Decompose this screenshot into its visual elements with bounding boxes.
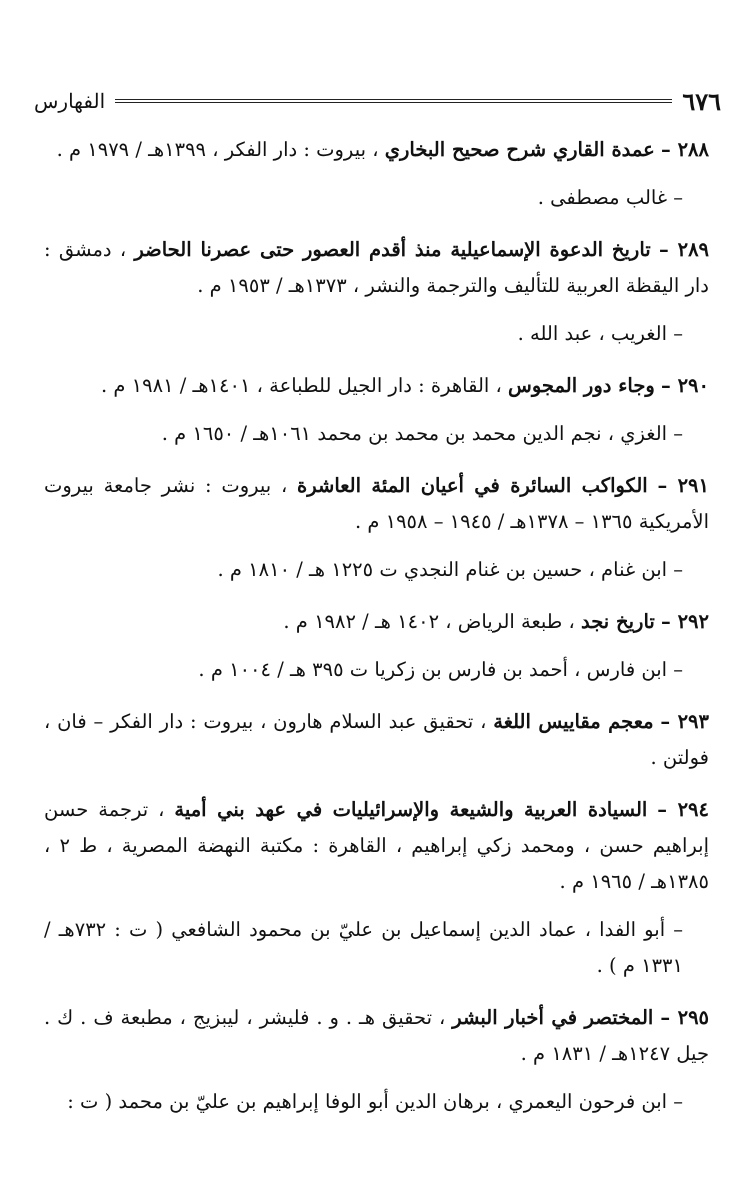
bibliography-entry	[44, 468, 709, 540]
bibliography-list	[44, 132, 709, 1120]
bibliography-entry	[44, 232, 709, 304]
entry-title: تاريخ نجد	[580, 610, 655, 633]
entry-title: عمدة القاري شرح صحيح البخاري	[384, 138, 655, 161]
author-entry: – الغريب ، عبد الله .	[517, 322, 683, 345]
entry-details: ، القاهرة : دار الجيل للطباعة ، ١٤٠١هـ / ١٩٨١ م .	[100, 374, 502, 397]
entry-details: ، طبعة الرياض ، ١٤٠٢ هـ / ١٩٨٢ م .	[283, 610, 575, 633]
entry-details: ، بيروت : نشر جامعة بيروت الأمريكية ١٣٦٥ – ١٣٧٨هـ / ١٩٤٥ – ١٩٥٨ م .	[44, 474, 709, 533]
entry-number: ٢٩٢ –	[661, 610, 709, 633]
entry-details: ، تحقيق عبد السلام هارون ، بيروت : دار الفكر – فان ، فولتن .	[44, 710, 709, 769]
bibliography-entry	[44, 368, 709, 404]
page-header	[34, 86, 721, 116]
bibliography-entry	[44, 604, 709, 640]
entry-details: ، بيروت : دار الفكر ، ١٣٩٩هـ / ١٩٧٩ م .	[56, 138, 379, 161]
entry-title: تاريخ الدعوة الإسماعيلية منذ أقدم العصور حتى عصرنا الحاضر	[134, 238, 651, 261]
section-title: الفهارس	[34, 89, 106, 113]
author-entry: – ابن فرحون اليعمري ، برهان الدين أبو الوفا إبراهيم بن عليّ بن محمد ( ت :	[67, 1090, 683, 1113]
author-entry: – أبو الفدا ، عماد الدين إسماعيل بن عليّ بن محمود الشافعي ( ت : ٧٣٢هـ / ١٣٣١ م ) .	[44, 918, 684, 977]
entry-number: ٢٩٣ –	[660, 710, 709, 733]
entry-title: السيادة العربية والشيعة والإسرائيليات في عهد بني أمية	[174, 798, 648, 821]
entry-number: ٢٨٩ –	[659, 238, 710, 261]
entry-title: وجاء دور المجوس	[508, 374, 655, 397]
author-entry: – غالب مصطفى .	[537, 186, 683, 209]
author-entry: – الغزي ، نجم الدين محمد بن محمد بن محمد ١٠٦١هـ / ١٦٥٠ م .	[161, 422, 683, 445]
entry-number: ٢٩٤ –	[657, 798, 709, 821]
entry-number: ٢٩١ –	[657, 474, 709, 497]
entry-details: ، تحقيق هـ . و . فليشر ، ليبزيج ، مطبعة ف . ك . جيل ١٢٤٧هـ / ١٨٣١ م .	[44, 1006, 709, 1065]
entry-details: ، دمشق : دار اليقظة العربية للتأليف والترجمة والنشر ، ١٣٧٣هـ / ١٩٥٣ م .	[44, 238, 709, 297]
author-entry: – ابن فارس ، أحمد بن فارس بن زكريا ت ٣٩٥ هـ / ١٠٠٤ م .	[198, 658, 683, 681]
bibliography-entry	[44, 792, 709, 900]
entry-title: معجم مقاييس اللغة	[493, 710, 654, 733]
entry-number: ٢٨٨ –	[661, 138, 709, 161]
entry-number: ٢٩٠ –	[661, 374, 709, 397]
entry-number: ٢٩٥ –	[660, 1006, 710, 1029]
entry-title: المختصر في أخبار البشر	[452, 1006, 654, 1029]
bibliography-entry	[44, 704, 709, 776]
entry-title: الكواكب السائرة في أعيان المئة العاشرة	[297, 474, 648, 497]
page-number: ٦٧٦	[682, 86, 721, 116]
bibliography-entry	[44, 132, 709, 168]
header-rule	[115, 99, 672, 103]
author-entry: – ابن غنام ، حسين بن غنام النجدي ت ١٢٢٥ هـ / ١٨١٠ م .	[217, 558, 683, 581]
bibliography-entry	[44, 1000, 709, 1072]
entry-details: ، ترجمة حسن إبراهيم حسن ، ومحمد زكي إبراهيم ، القاهرة : مكتبة النهضة المصرية ، ط ٢ ، ١٣٨٥هـ / ١٩٦٥ م .	[44, 798, 709, 893]
